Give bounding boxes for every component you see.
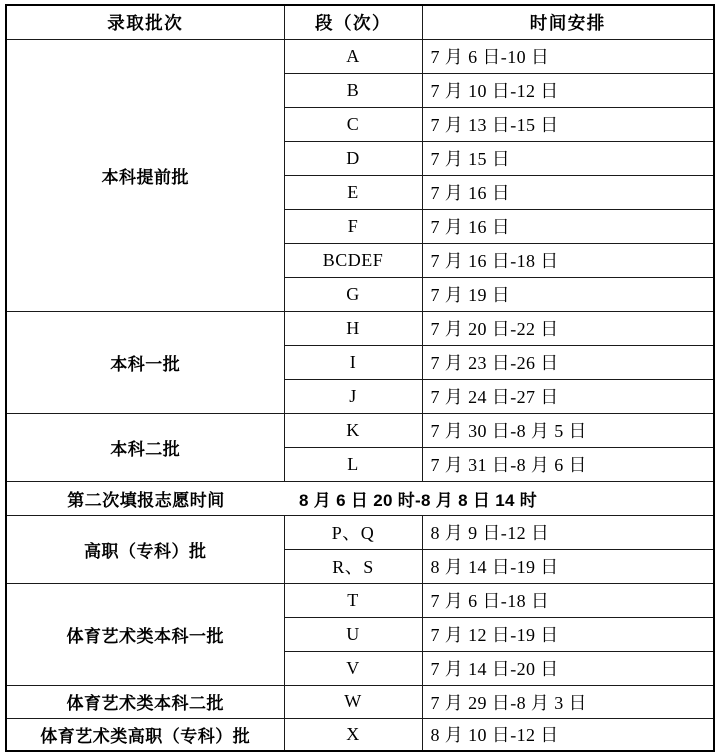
segment-label: L: [347, 453, 359, 474]
schedule-cell: [422, 141, 714, 175]
batch-name-label: 本科一批: [110, 354, 181, 374]
segment-cell: [284, 209, 422, 243]
segment-cell: [284, 345, 422, 379]
second-submission-cell: [6, 481, 714, 515]
segment-cell: [284, 515, 422, 549]
header-cell-schedule: [422, 5, 714, 39]
table-body: [6, 5, 714, 751]
segment-label: T: [347, 589, 359, 610]
header-label-schedule: 时间安排: [529, 12, 606, 33]
segment-label: G: [346, 283, 360, 304]
segment-label: X: [346, 723, 360, 744]
schedule-cell: [422, 549, 714, 583]
segment-label: H: [346, 317, 360, 338]
schedule-label: 7 月 10 日-12 日: [430, 81, 559, 101]
schedule-label: 7 月 12 日-19 日: [430, 625, 559, 645]
segment-label: K: [346, 419, 360, 440]
table-row: [6, 685, 714, 718]
segment-label: V: [346, 657, 360, 678]
schedule-cell: [422, 243, 714, 277]
segment-cell: [284, 107, 422, 141]
schedule-label: 8 月 14 日-19 日: [430, 557, 559, 577]
header-cell-batch: [6, 5, 284, 39]
table-row: [6, 718, 714, 751]
schedule-label: 7 月 31 日-8 月 6 日: [430, 455, 587, 475]
batch-name-cell: [6, 583, 284, 685]
segment-cell: [284, 73, 422, 107]
schedule-cell: [422, 209, 714, 243]
schedule-label: 7 月 16 日: [430, 217, 511, 237]
schedule-cell: [422, 583, 714, 617]
table-row: [6, 311, 714, 345]
schedule-cell: [422, 651, 714, 685]
schedule-cell: [422, 277, 714, 311]
segment-cell: [284, 39, 422, 73]
segment-cell: [284, 311, 422, 345]
segment-label: P、Q: [331, 523, 375, 543]
segment-label: I: [349, 351, 357, 372]
segment-label: A: [346, 45, 360, 66]
schedule-label: 7 月 24 日-27 日: [430, 387, 559, 407]
table-row: [6, 515, 714, 549]
schedule-label: 7 月 16 日: [430, 183, 511, 203]
schedule-cell: [422, 311, 714, 345]
batch-name-label: 本科提前批: [101, 167, 189, 187]
segment-label: J: [349, 385, 357, 406]
segment-label: W: [344, 691, 362, 711]
segment-cell: [284, 718, 422, 751]
segment-cell: [284, 141, 422, 175]
schedule-label: 7 月 6 日-10 日: [430, 47, 550, 67]
schedule-label: 7 月 14 日-20 日: [430, 659, 559, 679]
schedule-cell: [422, 73, 714, 107]
table-header-row: [6, 5, 714, 39]
second-submission-value: 8 月 6 日 20 时-8 月 8 日 14 时: [299, 490, 538, 510]
schedule-cell: [422, 685, 714, 718]
admission-schedule-table: [5, 4, 715, 752]
second-submission-row: [6, 481, 714, 515]
schedule-label: 8 月 9 日-12 日: [430, 523, 550, 543]
segment-cell: [284, 685, 422, 718]
segment-cell: [284, 617, 422, 651]
schedule-label: 7 月 29 日-8 月 3 日: [430, 692, 587, 713]
segment-label: F: [347, 215, 359, 236]
schedule-cell: [422, 718, 714, 751]
segment-cell: [284, 413, 422, 447]
segment-label: E: [347, 181, 359, 202]
batch-name-cell: [6, 311, 284, 413]
batch-name-cell: [6, 413, 284, 481]
segment-cell: [284, 447, 422, 481]
schedule-label: 7 月 6 日-18 日: [430, 591, 550, 611]
schedule-label: 7 月 23 日-26 日: [430, 353, 559, 373]
schedule-label: 7 月 13 日-15 日: [430, 115, 559, 135]
schedule-cell: [422, 107, 714, 141]
schedule-cell: [422, 39, 714, 73]
schedule-table-container: [5, 4, 713, 752]
schedule-cell: [422, 379, 714, 413]
schedule-label: 7 月 20 日-22 日: [430, 319, 559, 339]
batch-name-cell: [6, 685, 284, 718]
schedule-cell: [422, 447, 714, 481]
schedule-cell: [422, 413, 714, 447]
batch-name-label: 体育艺术类高职（专科）批: [40, 726, 251, 746]
segment-label: C: [346, 113, 360, 134]
segment-label: BCDEF: [322, 249, 384, 270]
segment-cell: [284, 651, 422, 685]
table-row: [6, 39, 714, 73]
schedule-label: 8 月 10 日-12 日: [430, 725, 559, 746]
schedule-cell: [422, 515, 714, 549]
batch-name-label: 体育艺术类本科二批: [66, 694, 224, 713]
schedule-label: 7 月 30 日-8 月 5 日: [430, 421, 587, 441]
schedule-label: 7 月 15 日: [430, 149, 511, 169]
batch-name-label: 本科二批: [110, 439, 181, 459]
batch-name-label: 高职（专科）批: [84, 541, 207, 561]
header-cell-segment: [284, 5, 422, 39]
schedule-label: 7 月 16 日-18 日: [430, 251, 559, 271]
segment-cell: [284, 243, 422, 277]
table-row: [6, 583, 714, 617]
batch-name-cell: [6, 718, 284, 751]
second-submission-label: 第二次填报志愿时间: [67, 490, 225, 510]
segment-cell: [284, 549, 422, 583]
segment-label: D: [346, 147, 360, 168]
segment-label: B: [346, 79, 360, 100]
table-row: [6, 413, 714, 447]
segment-cell: [284, 277, 422, 311]
segment-label: R、S: [332, 557, 374, 577]
segment-cell: [284, 583, 422, 617]
segment-cell: [284, 379, 422, 413]
segment-cell: [284, 175, 422, 209]
batch-name-label: 体育艺术类本科一批: [66, 626, 224, 646]
batch-name-cell: [6, 39, 284, 311]
header-label-batch: 录取批次: [107, 12, 184, 33]
schedule-cell: [422, 345, 714, 379]
schedule-cell: [422, 175, 714, 209]
header-label-segment: 段（次）: [315, 12, 391, 33]
batch-name-cell: [6, 515, 284, 583]
schedule-label: 7 月 19 日: [430, 285, 511, 305]
schedule-cell: [422, 617, 714, 651]
segment-label: U: [346, 623, 360, 644]
